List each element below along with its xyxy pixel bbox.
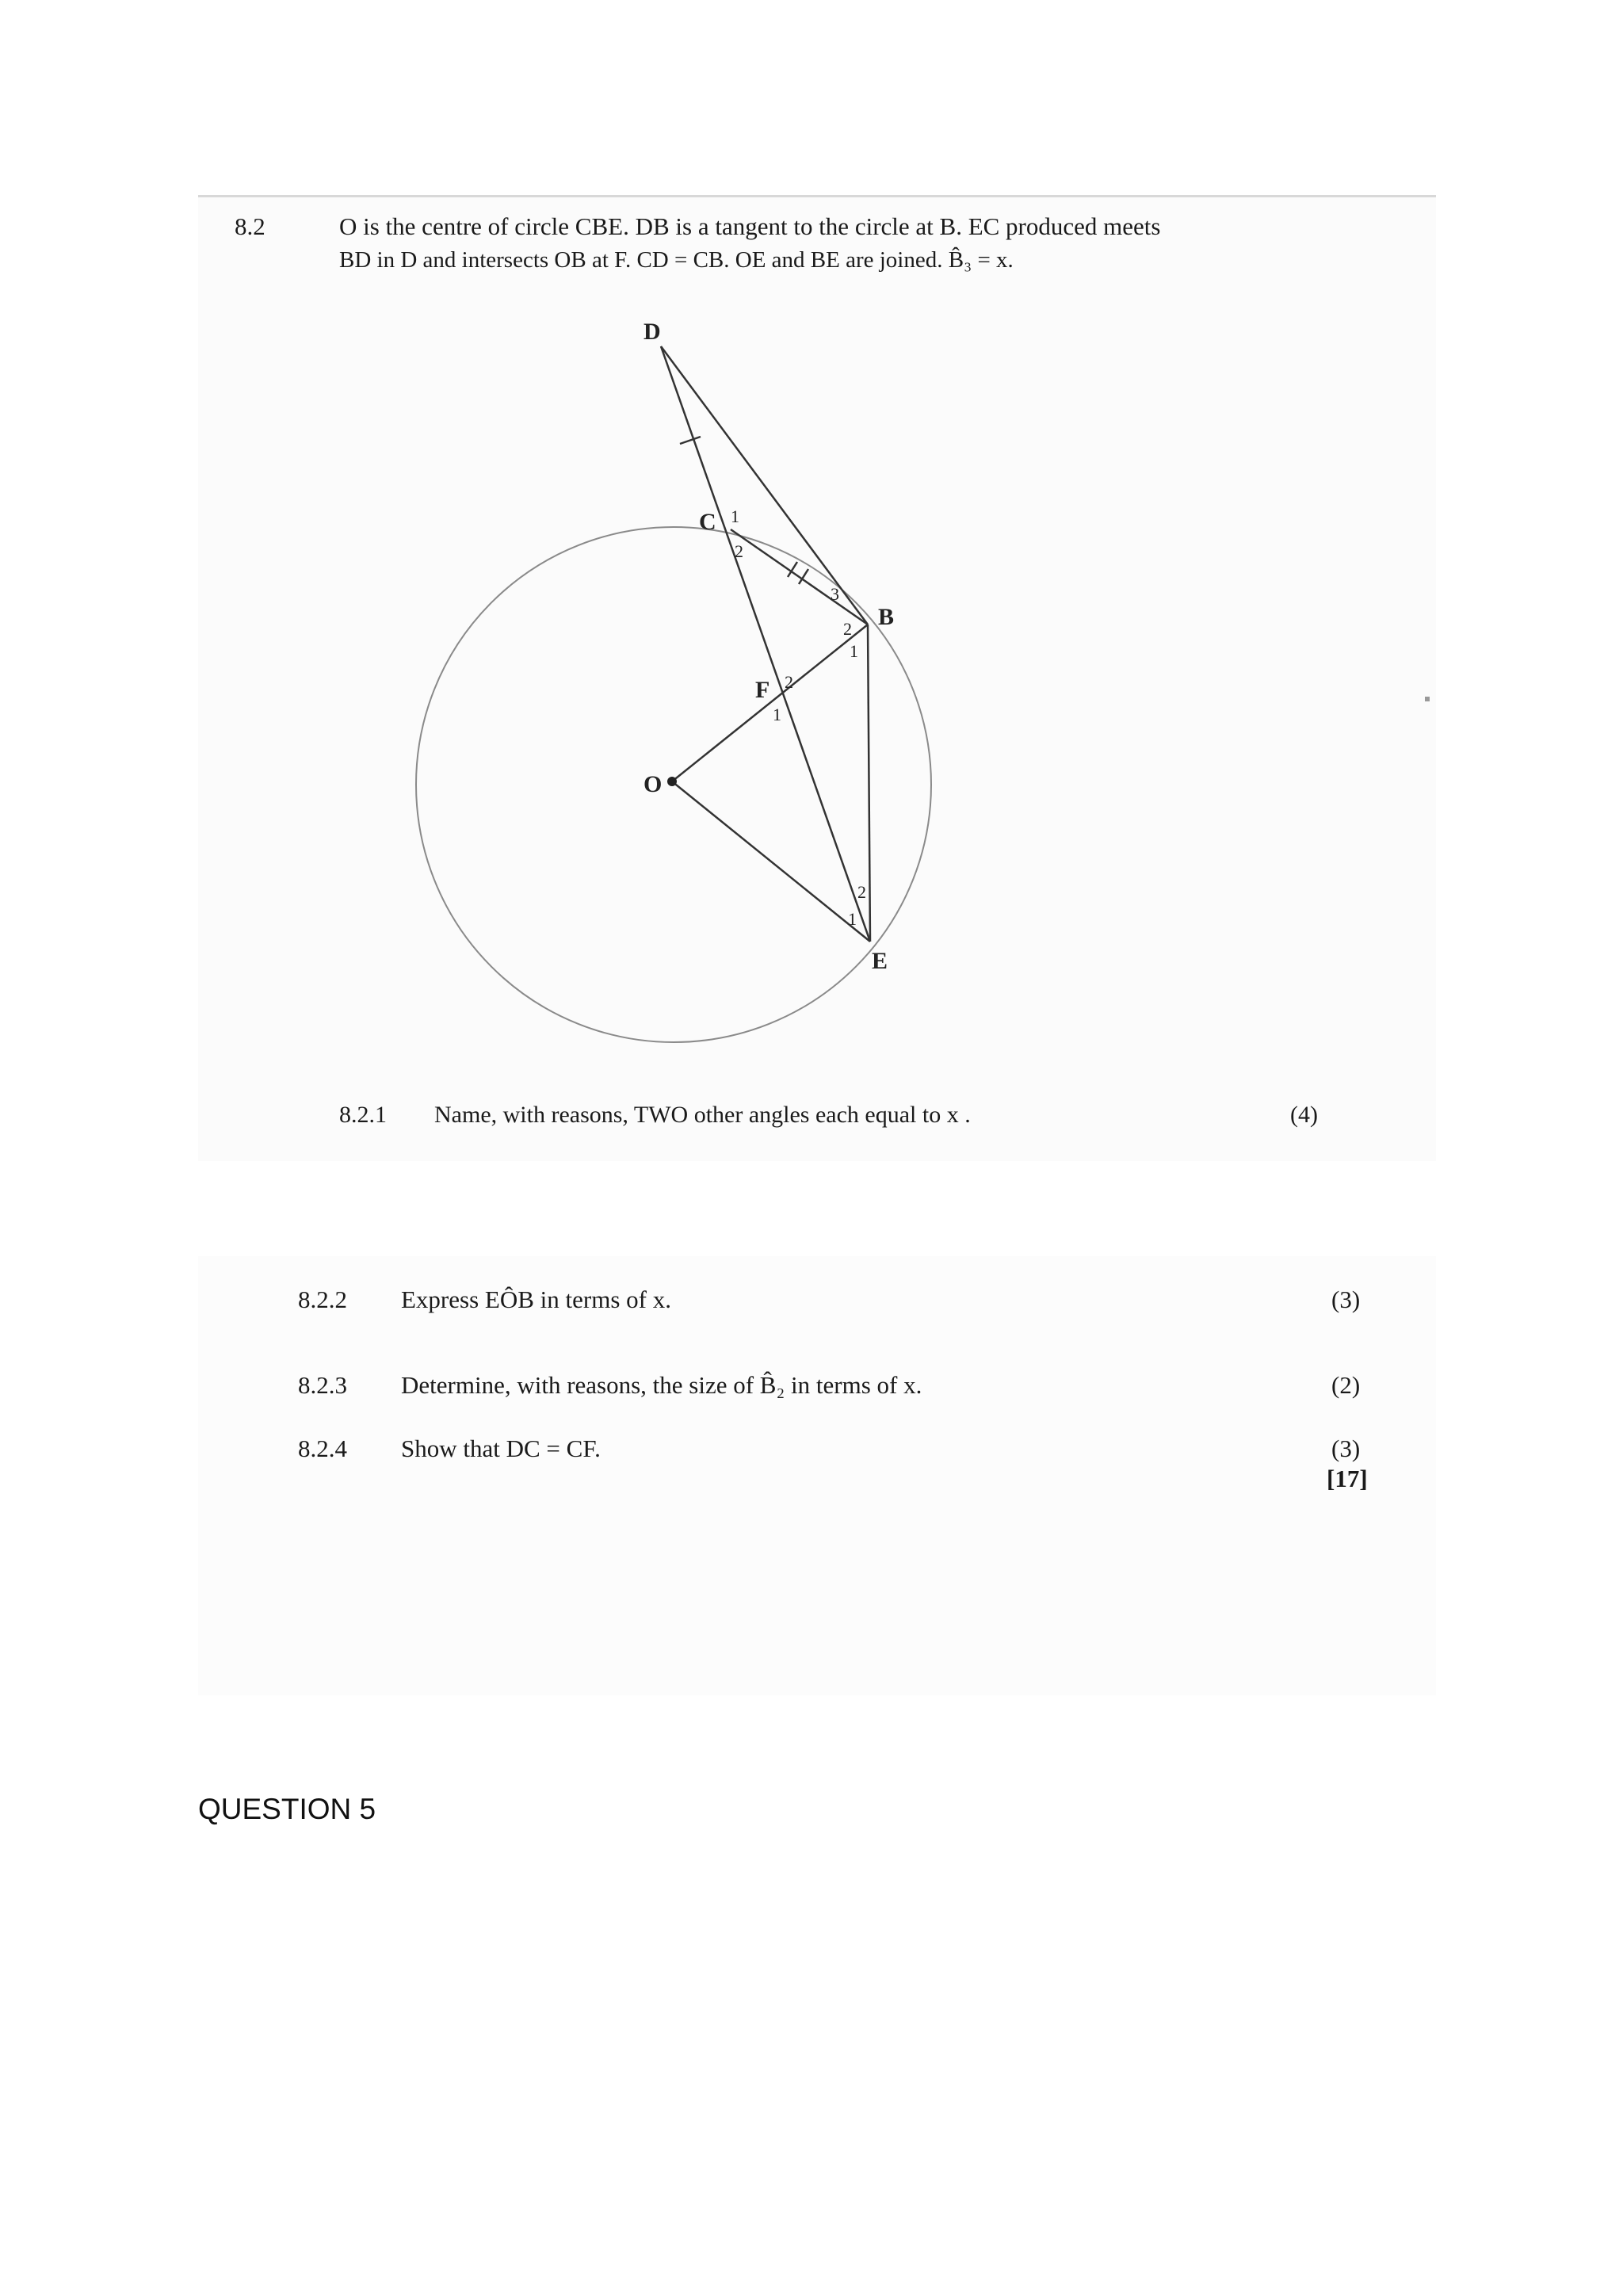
subquestion-text: Determine, with reasons, the size of B̂₂ in terms of x. xyxy=(401,1371,922,1399)
angle-b3: 3 xyxy=(831,584,839,604)
next-question-heading: QUESTION 5 xyxy=(198,1793,376,1825)
angle-f2: 2 xyxy=(785,672,793,692)
question-statement-line1: O is the centre of circle CBE. DB is a tangent to the circle at B. EC produced meets xyxy=(339,212,1161,240)
subquestion-marks: (4) xyxy=(1290,1102,1318,1128)
subquestion-marks: (2) xyxy=(1331,1371,1361,1399)
question-number: 8.2 xyxy=(235,212,265,240)
tangent-db xyxy=(661,346,868,625)
total-marks: [17] xyxy=(1327,1465,1368,1492)
line-d-c-f-e xyxy=(661,346,870,942)
angle-c1: 1 xyxy=(731,506,739,526)
angle-f1: 1 xyxy=(773,705,781,724)
circle-geometry-diagram xyxy=(333,305,1205,1066)
question-statement-line2: BD in D and intersects OB at F. CD = CB. OE and BE are joined. B̂₃ = x. xyxy=(339,247,1014,273)
angle-c2: 2 xyxy=(735,541,743,561)
subquestion-text: Express EÔB in terms of x. xyxy=(401,1286,671,1313)
angle-e1: 1 xyxy=(848,909,857,929)
subquestion-number: 8.2.4 xyxy=(298,1435,347,1462)
angle-e2: 2 xyxy=(857,882,866,902)
subquestion-marks: (3) xyxy=(1331,1286,1361,1313)
subquestion-marks: (3) xyxy=(1331,1435,1361,1462)
label-e: E xyxy=(872,948,888,974)
angle-b2: 2 xyxy=(843,619,852,639)
scanned-subquestions-region xyxy=(198,1256,1436,1695)
centre-dot xyxy=(667,777,677,786)
radius-oe xyxy=(672,781,870,942)
angle-b1: 1 xyxy=(850,641,858,661)
subquestion-number: 8.2.1 xyxy=(339,1102,387,1128)
chord-cb xyxy=(731,529,868,625)
label-c: C xyxy=(699,509,716,535)
subquestion-text: Show that DC = CF. xyxy=(401,1435,601,1462)
subquestion-number: 8.2.3 xyxy=(298,1371,347,1399)
scan-speck xyxy=(1425,697,1430,701)
label-f: F xyxy=(755,677,770,703)
label-b: B xyxy=(878,604,895,630)
radius-ob xyxy=(672,625,868,781)
subquestion-text: Name, with reasons, TWO other angles each equal to x . xyxy=(434,1102,971,1128)
label-o: O xyxy=(643,771,663,797)
chord-be xyxy=(868,625,870,942)
tick-dc xyxy=(680,437,701,444)
label-d: D xyxy=(643,319,661,345)
subquestion-number: 8.2.2 xyxy=(298,1286,347,1313)
